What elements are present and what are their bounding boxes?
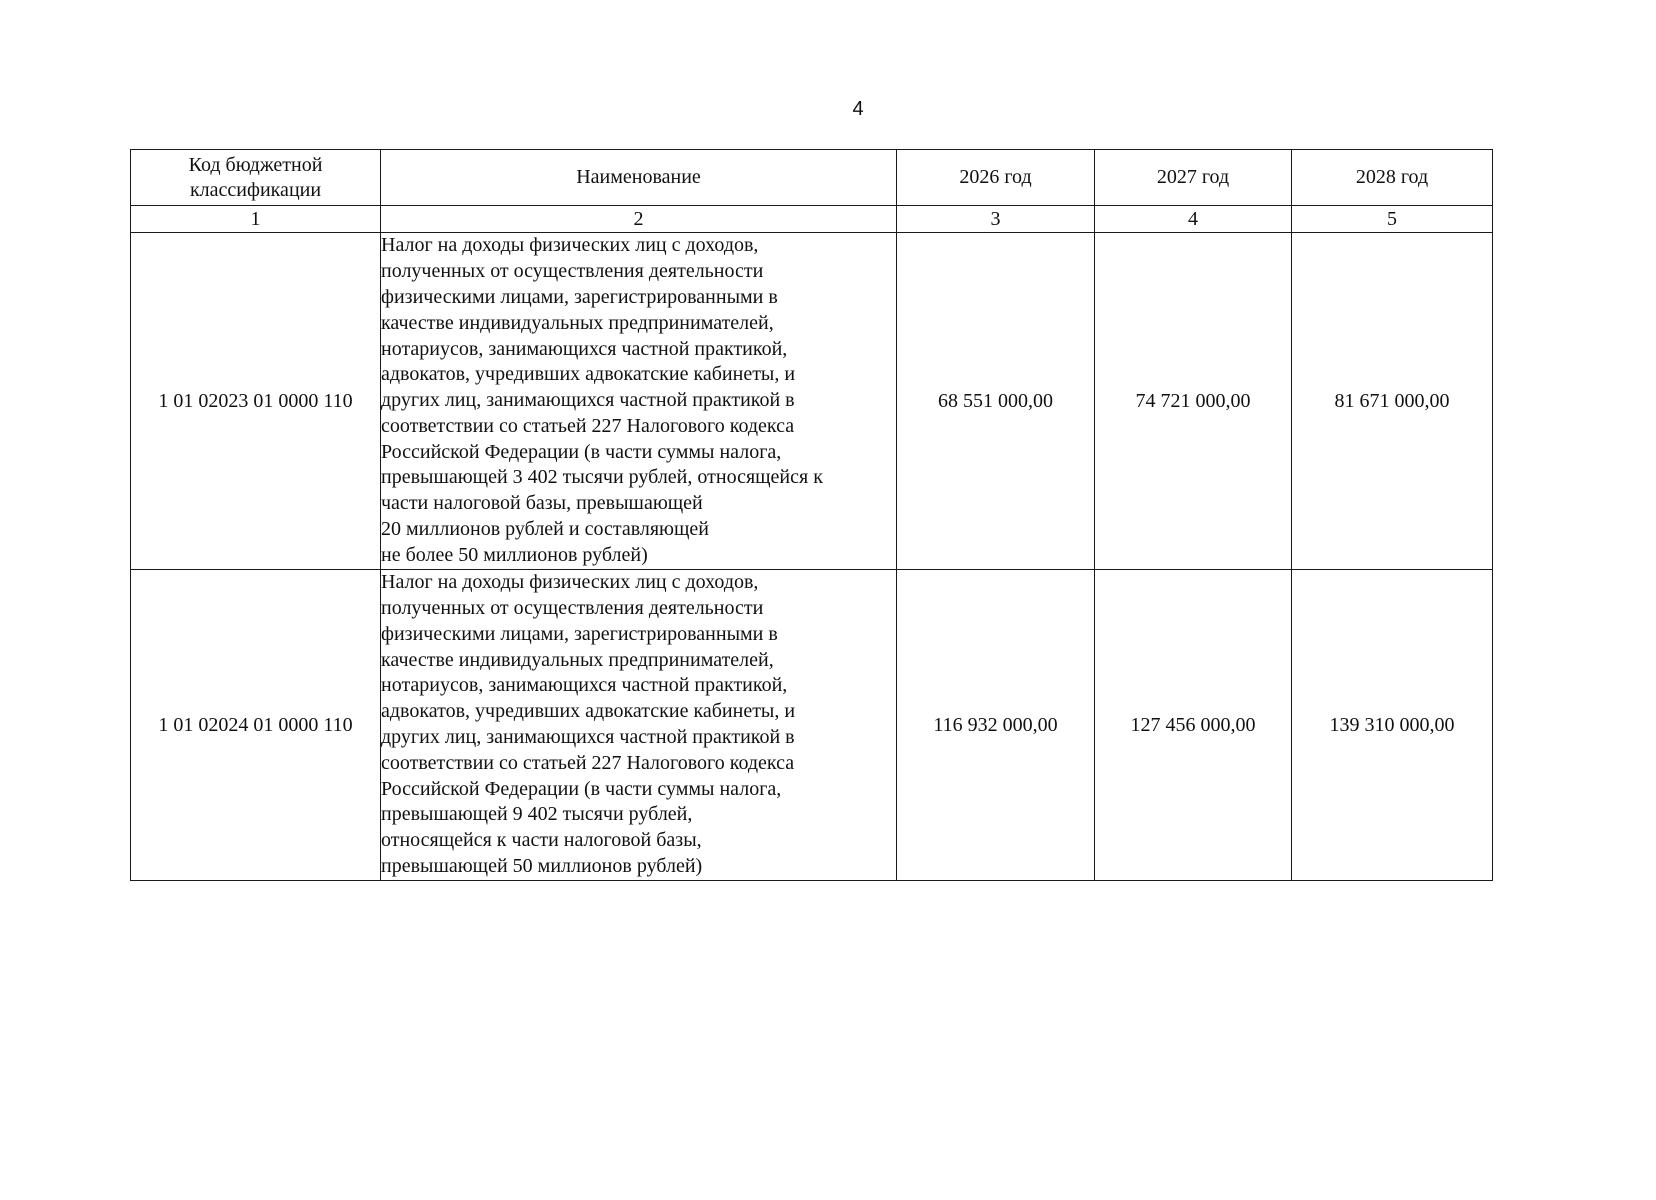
page-number: 4 [852,98,864,120]
column-number: 3 [897,206,1095,233]
budget-code-cell: 1 01 02024 01 0000 110 [131,570,381,881]
column-number: 2 [381,206,897,233]
item-name-text: Налог на доходы физических лиц с доходов, полученных от осуществления деятельности физическими лицами, зарегистрированными в качестве индивидуальных предпринимателей, нотариусов, занимающихся частной практикой, адвокатов, учредивших адвокатские кабинеты, и других лиц, занимающихся частной практикой в соответствии со статьей 227 Налогового кодекса Российской Федерации (в части суммы налога, превышающей 9 402 тысячи рублей, относящейся к части налоговой базы, превышающей 50 миллионов рублей) [381,571,796,877]
amount-2028-cell: 81 671 000,00 [1292,233,1493,570]
header-name: Наименование [381,150,897,206]
table-row [131,570,1493,881]
amount-2026-cell: 116 932 000,00 [897,570,1095,881]
table-row [131,233,1493,570]
header-year-2026: 2026 год [897,150,1095,206]
budget-table [130,149,1493,881]
header-year-2027: 2027 год [1095,150,1292,206]
column-number-row [131,206,1493,233]
column-number: 4 [1095,206,1292,233]
table-header-row [131,150,1493,206]
column-number: 5 [1292,206,1493,233]
item-name-text: Налог на доходы физических лиц с доходов, полученных от осуществления деятельности физическими лицами, зарегистрированными в качестве индивидуальных предпринимателей, нотариусов, занимающихся частной практикой, адвокатов, учредивших адвокатские кабинеты, и других лиц, занимающихся частной практикой в соответствии со статьей 227 Налогового кодекса Российской Федерации (в части суммы налога, превышающей 3 402 тысячи рублей, относящейся к части налоговой базы, превышающей 20 миллионов рублей и составляющей не более 50 миллионов рублей) [381,234,823,566]
amount-2027-cell: 127 456 000,00 [1095,570,1292,881]
item-name-cell [381,570,897,881]
amount-2028-cell: 139 310 000,00 [1292,570,1493,881]
amount-2027-cell: 74 721 000,00 [1095,233,1292,570]
budget-code-cell: 1 01 02023 01 0000 110 [131,233,381,570]
header-year-2028: 2028 год [1292,150,1493,206]
column-number: 1 [131,206,381,233]
amount-2026-cell: 68 551 000,00 [897,233,1095,570]
item-name-cell [381,233,897,570]
header-code: Код бюджетной классификации [131,150,381,206]
